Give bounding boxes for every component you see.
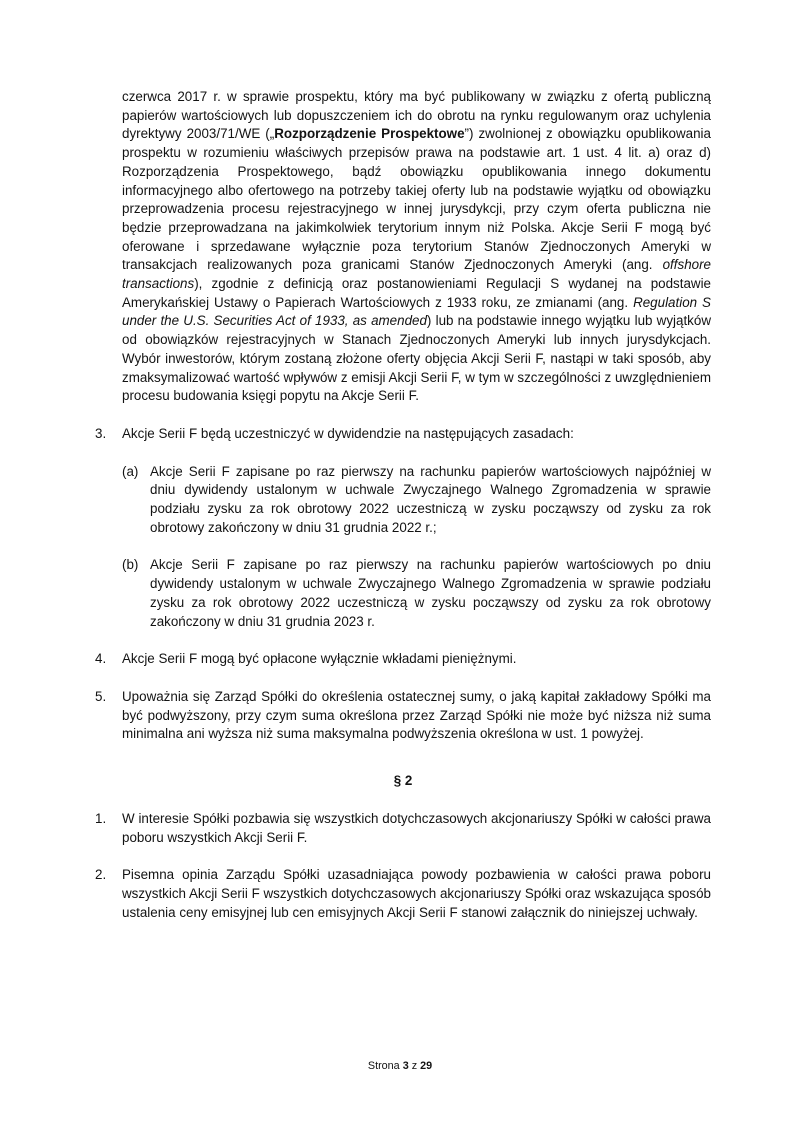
sub-item-b [122,556,711,631]
list-item-body [122,425,711,631]
continuation-paragraph: czerwca 2017 r. w sprawie prospektu, który ma być publikowany w związku z ofertą publiczną papierów wartościowych lub dopuszczeniem ich do obrotu na rynku regulowanym oraz uchylenia dyrektywy 2003/71/WE („Rozporządzenie Prospektowe”) zwolnionej z obowiązku opublikowania prospektu w rozumieniu właściwych przepisów prawa na podstawie art. 1 ust. 4 lit. a) oraz d) Rozporządzenia Prospektowego, bądź obowiązku opublikowania innego dokumentu informacyjnego albo ofertowego na potrzeby takiej oferty lub na podstawie wyjątku od obowiązku przeprowadzenia procesu rejestracyjnego w innej jurysdykcji, przy czym oferta publiczna nie będzie przeprowadzana na jakimkolwiek terytorium innym niż Polska. Akcje Serii F mogą być oferowane i sprzedawane wyłącznie poza terytorium Stanów Zjednoczonych Ameryki w transakcjach realizowanych poza granicami Stanów Zjednoczonych Ameryki (ang. offshore transactions), zgodnie z definicją oraz postanowieniami Regulacji S wydanej na podstawie Amerykańskiej Ustawy o Papierach Wartościowych z 1933 roku, ze zmianami (ang. Regulation S under the U.S. Securities Act of 1933, as amended) lub na podstawie innego wyjątku lub wyjątków od obowiązków rejestracyjnych w Stanach Zjednoczonych Ameryki lub innych jurysdykcjach. Wybór inwestorów, którym zostaną złożone oferty objęcia Akcji Serii F, nastąpi w taki sposób, aby zmaksymalizować wartość wpływów z emisji Akcji Serii F, w tym w szczególności z uwzględnieniem procesu budowania księgi popytu na Akcje Serii F. [122,89,711,404]
sub-item-marker: (a) [122,463,139,479]
list-item-5 [95,688,711,744]
document-body [95,88,711,922]
list-item-4 [95,650,711,669]
list-item-body [122,688,711,744]
list-item-number: 1. [95,810,107,826]
list-item-body [122,650,711,669]
sub-item-a [122,463,711,538]
sub-item-text: Akcje Serii F zapisane po raz pierwszy na rachunku papierów wartościowych najpóźniej w dniu dywidendy ustalonym w uchwale Zwyczajnego Walnego Zgromadzenia w sprawie podziału zysku za rok obrotowy 2022 uczestniczą w zysku począwszy od zysku za rok obrotowy zakończony w dniu 31 grudnia 2022 r.; [150,463,711,535]
list-item-body [122,866,711,922]
list-item-text: Pisemna opinia Zarządu Spółki uzasadniająca powody pozbawienia w całości prawa poboru wszystkich Akcji Serii F wszystkich dotychczasowych akcjonariuszy Spółki oraz wskazująca sposób ustalenia ceny emisyjnej lub cen emisyjnych Akcji Serii F stanowi załącznik do niniejszej uchwały. [122,867,711,920]
section2-item-2 [95,866,711,922]
sub-item-text: Akcje Serii F zapisane po raz pierwszy na rachunku papierów wartościowych po dniu dywidendy ustalonym w uchwale Zwyczajnego Walnego Zgromadzenia w sprawie podziału zysku za rok obrotowy 2022 uczestniczą w zysku począwszy od zysku za rok obrotowy zakończony w dniu 31 grudnia 2023 r. [150,557,711,629]
list-item-number: 4. [95,651,107,667]
list-item-body [122,810,711,847]
list-item-number: 3. [95,425,107,441]
page-footer: Strona 3 z 29 [367,1060,433,1072]
list-item-text: Akcje Serii F mogą być opłacone wyłącznie wkładami pieniężnymi. [122,651,517,667]
section2-item-1 [95,810,711,847]
list-item-text: W interesie Spółki pozbawia się wszystkich dotychczasowych akcjonariuszy Spółki w całości prawa poboru wszystkich Akcji Serii F. [122,810,711,845]
section-2-heading: § 2 [393,773,413,789]
list-item-number: 5. [95,688,107,704]
list-item-text: Akcje Serii F będą uczestniczyć w dywidendzie na następujących zasadach: [122,425,574,441]
sub-item-marker: (b) [122,557,139,573]
list-item-text: Upoważnia się Zarząd Spółki do określenia ostatecznej sumy, o jaką kapitał zakładowy Spółki ma być podwyższony, przy czym suma określona przez Zarząd Spółki nie może być niższa niż suma minimalna ani wyższa niż suma maksymalna podwyższenia określona w ust. 1 powyżej. [122,688,711,742]
list-item-number: 2. [95,867,107,883]
list-item-3 [95,425,711,631]
